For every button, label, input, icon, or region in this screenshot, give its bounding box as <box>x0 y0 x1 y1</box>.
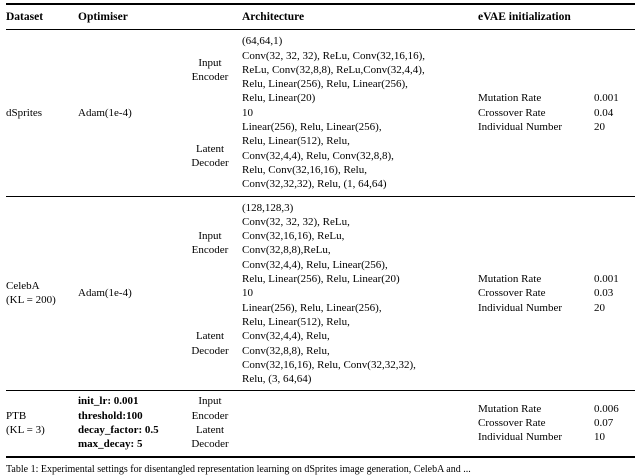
encoder-lines <box>242 34 478 105</box>
evae-pair <box>478 106 636 120</box>
decoder-lines <box>242 423 478 452</box>
evae-label: Individual Number <box>478 121 563 134</box>
text-line: Linear(256), Relu, Linear(256), <box>242 301 382 314</box>
text-line: Latent <box>195 330 225 343</box>
text-line: Conv(32,8,8), Relu, <box>242 344 330 357</box>
text-line: 10 <box>242 287 253 300</box>
text-line: Relu, Linear(512), Relu, <box>242 135 350 148</box>
table-header-row <box>6 5 635 29</box>
text-line: init_lr: 0.001 <box>78 395 139 408</box>
evae-value: 0.03 <box>594 287 614 300</box>
evae-pair <box>478 430 636 444</box>
text-line: Decoder <box>191 344 229 357</box>
header-optimiser: Optimiser <box>78 11 128 23</box>
evae-value: 0.006 <box>594 402 619 415</box>
encoder-block <box>178 34 478 105</box>
encoder-block <box>178 394 478 423</box>
encoder-label <box>178 201 242 287</box>
evae-pair <box>478 272 636 286</box>
evae-label: Crossover Rate <box>478 416 546 429</box>
text-line: max_decay: 5 <box>78 438 143 451</box>
encoder-label <box>178 34 242 105</box>
latent-block <box>178 106 478 120</box>
latent-dim-line <box>242 286 478 300</box>
text-line: Conv(32,4,4), Relu, <box>242 330 330 343</box>
text-line: Relu, (3, 64,64) <box>242 373 312 386</box>
evae-pair <box>478 416 636 430</box>
decoder-lines <box>242 301 478 387</box>
text-line: Adam(1e-4) <box>78 106 132 119</box>
text-line: (KL = 3) <box>6 424 45 437</box>
optimiser-cell <box>78 34 178 191</box>
architecture-cell <box>178 34 478 191</box>
text-line: PTB <box>6 409 27 422</box>
decoder-lines <box>242 120 478 191</box>
text-line: Conv(32,32,32), Relu, (1, 64,64) <box>242 178 387 191</box>
latent-label-spacer <box>178 106 242 120</box>
optimiser-cell <box>78 394 178 451</box>
optimiser-cell <box>78 201 178 387</box>
encoder-lines <box>242 394 478 423</box>
text-line: Relu, Linear(512), Relu, <box>242 315 350 328</box>
architecture-cell <box>178 201 478 387</box>
paper-page <box>0 3 640 475</box>
table-bottom-rule <box>6 456 635 458</box>
header-spacer <box>178 10 242 24</box>
evae-label: Mutation Rate <box>478 273 542 286</box>
text-line: Latent <box>195 424 225 437</box>
table-row-ptb <box>6 391 635 455</box>
text-line: ReLu, Conv(32,8,8), ReLu,Conv(32,4,4), <box>242 63 425 76</box>
text-line: Relu, Linear(256), Relu, Linear(20) <box>242 273 400 286</box>
text-line: Decoder <box>191 156 229 169</box>
decoder-label <box>178 301 242 387</box>
decoder-block <box>178 120 478 191</box>
text-line: Latent <box>195 142 225 155</box>
text-line: Relu, Linear(256), Relu, Linear(256), <box>242 78 408 91</box>
text-line: Decoder <box>191 438 229 451</box>
decoder-block <box>178 301 478 387</box>
evae-value: 10 <box>594 431 605 444</box>
latent-block <box>178 286 478 300</box>
evae-label: Mutation Rate <box>478 92 542 105</box>
text-line: Conv(32, 32, 32), ReLu, <box>242 215 350 228</box>
evae-cell <box>478 394 636 451</box>
evae-value: 0.001 <box>594 92 619 105</box>
text-line: Linear(256), Relu, Linear(256), <box>242 121 382 134</box>
encoder-label <box>178 394 242 423</box>
header-architecture: Architecture <box>242 11 305 23</box>
dataset-cell <box>6 201 78 387</box>
decoder-label <box>178 120 242 191</box>
text-line: Input <box>198 56 222 69</box>
evae-label: Mutation Rate <box>478 402 542 415</box>
text-line: Conv(32, 32, 32), ReLu, Conv(32,16,16), <box>242 49 426 62</box>
evae-pair <box>478 286 636 300</box>
text-line: Conv(32,16,16), Relu, Conv(32,32,32), <box>242 358 416 371</box>
text-line: decay_factor: 0.5 <box>78 424 159 437</box>
evae-label: Crossover Rate <box>478 106 546 119</box>
encoder-block <box>178 201 478 287</box>
dataset-cell <box>6 34 78 191</box>
text-line: Input <box>198 230 222 243</box>
text-line: Adam(1e-4) <box>78 287 132 300</box>
evae-value: 0.001 <box>594 273 619 286</box>
text-line: Relu, Linear(20) <box>242 92 316 105</box>
evae-cell <box>478 201 636 387</box>
text-line: Conv(32,4,4), Relu, Linear(256), <box>242 258 388 271</box>
evae-label: Crossover Rate <box>478 287 546 300</box>
header-dataset: Dataset <box>6 11 44 23</box>
table-caption: Table 1: Experimental settings for disentangled representation learning on dSprites image generation, CelebA and ... <box>6 463 471 475</box>
text-line: (128,128,3) <box>242 201 294 214</box>
table-row-celeba <box>6 197 635 391</box>
text-line: Conv(32,8,8),ReLu, <box>242 244 331 257</box>
text-line: Conv(32,4,4), Relu, Conv(32,8,8), <box>242 149 394 162</box>
evae-pair <box>478 120 636 134</box>
evae-pair <box>478 402 636 416</box>
text-line: (KL = 200) <box>6 294 56 307</box>
text-line: (64,64,1) <box>242 35 283 48</box>
latent-dim-line <box>242 106 478 120</box>
text-line: Relu, Conv(32,16,16), Relu, <box>242 163 367 176</box>
evae-value: 0.04 <box>594 106 614 119</box>
text-line: Conv(32,16,16), ReLu, <box>242 230 345 243</box>
evae-cell <box>478 34 636 191</box>
text-line: threshold:100 <box>78 409 143 422</box>
latent-label-spacer <box>178 286 242 300</box>
evae-label: Individual Number <box>478 431 563 444</box>
evae-pair <box>478 91 636 105</box>
dataset-cell <box>6 394 78 451</box>
evae-value: 20 <box>594 301 605 314</box>
evae-pair <box>478 301 636 315</box>
evae-value: 0.07 <box>594 416 614 429</box>
table-row-dsprites <box>6 30 635 195</box>
architecture-cell <box>178 394 478 451</box>
evae-label: Individual Number <box>478 301 563 314</box>
decoder-label <box>178 423 242 452</box>
text-line: Encoder <box>191 71 229 84</box>
encoder-lines <box>242 201 478 287</box>
text-line: Encoder <box>191 244 229 257</box>
header-evae: eVAE initialization <box>478 11 571 23</box>
decoder-block <box>178 423 478 452</box>
text-line: Input <box>198 395 222 408</box>
text-line: dSprites <box>6 106 43 119</box>
text-line: CelebA <box>6 280 40 293</box>
paper-table <box>6 3 635 458</box>
text-line: Encoder <box>191 409 229 422</box>
text-line: 10 <box>242 106 253 119</box>
evae-value: 20 <box>594 121 605 134</box>
